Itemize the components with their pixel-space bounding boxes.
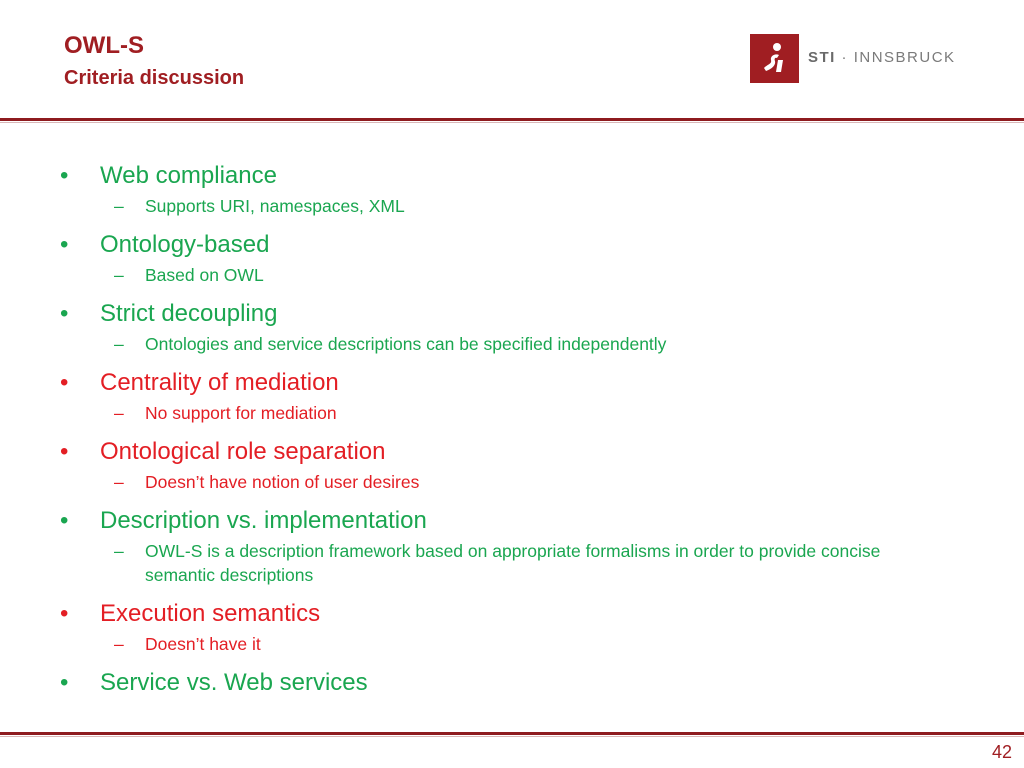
sub-bullet [0, 332, 1024, 356]
sub-bullet-text: Doesn’t have it [145, 634, 261, 654]
logo-brand: STI [808, 49, 836, 66]
bullet-text: Service vs. Web services [100, 669, 368, 696]
sti-logo-icon [750, 34, 799, 83]
bullet-marker: • [60, 669, 69, 696]
bullet-marker: • [60, 600, 69, 627]
bullet-level1 [0, 158, 1024, 194]
bullet-marker: • [60, 162, 69, 189]
sub-bullet [0, 401, 1024, 425]
bullet-item [0, 296, 1024, 356]
bullet-marker: • [60, 507, 69, 534]
sub-bullet-marker: – [114, 541, 124, 561]
bullet-text: Strict decoupling [100, 300, 278, 327]
logo-location: INNSBRUCK [853, 49, 956, 66]
bullet-level1 [0, 227, 1024, 263]
slide-content [0, 158, 1024, 701]
logo-separator: · [841, 49, 849, 66]
bullet-text: Ontological role separation [100, 438, 386, 465]
logo-wordmark [808, 48, 956, 68]
sub-bullet [0, 263, 1024, 287]
sub-bullet-marker: – [114, 334, 124, 354]
sub-bullet-marker: – [114, 634, 124, 654]
sub-bullet-marker: – [114, 265, 124, 285]
footer-divider-shadow [0, 736, 1024, 737]
bullet-item [0, 596, 1024, 656]
bullet-text: Web compliance [100, 162, 277, 189]
bullet-marker: • [60, 369, 69, 396]
bullet-marker: • [60, 231, 69, 258]
sub-bullet-text: Ontologies and service descriptions can be specified independently [145, 334, 667, 354]
header-divider [0, 118, 1024, 121]
bullet-text: Ontology-based [100, 231, 270, 258]
sub-bullet [0, 470, 1024, 494]
sub-bullet-text: Based on OWL [145, 265, 264, 285]
slide-header [0, 0, 1024, 118]
header-divider-shadow [0, 122, 1024, 123]
bullet-item [0, 365, 1024, 425]
bullet-item [0, 227, 1024, 287]
bullet-level1 [0, 365, 1024, 401]
sub-bullet-marker: – [114, 196, 124, 216]
slide-title: OWL-S [64, 32, 144, 59]
bullet-marker: • [60, 438, 69, 465]
sub-bullet [0, 632, 1024, 656]
bullet-marker: • [60, 300, 69, 327]
bullet-level1 [0, 503, 1024, 539]
bullet-level1 [0, 596, 1024, 632]
bullet-text: Centrality of mediation [100, 369, 339, 396]
footer-divider [0, 732, 1024, 735]
sub-bullet-text: Supports URI, namespaces, XML [145, 196, 405, 216]
bullet-item [0, 503, 1024, 587]
slide-subtitle: Criteria discussion [64, 67, 245, 89]
sub-bullet-text: No support for mediation [145, 403, 337, 423]
bullet-level1 [0, 434, 1024, 470]
sti-innsbruck-logo [750, 34, 956, 84]
sub-bullet [0, 539, 1024, 587]
bullet-item [0, 434, 1024, 494]
sub-bullet [0, 194, 1024, 218]
sub-bullet-marker: – [114, 403, 124, 423]
bullet-level1 [0, 665, 1024, 701]
bullet-text: Execution semantics [100, 600, 321, 627]
bullet-item [0, 158, 1024, 218]
sub-bullet-marker: – [114, 472, 124, 492]
sub-bullet-text: Doesn’t have notion of user desires [145, 472, 420, 492]
bullet-item [0, 665, 1024, 701]
bullet-text: Description vs. implementation [100, 507, 427, 534]
page-number: 42 [991, 742, 1012, 762]
bullet-level1 [0, 296, 1024, 332]
sub-bullet-text: OWL-S is a description framework based on appropriate formalisms in order to provide concise semantic descriptions [145, 541, 881, 585]
